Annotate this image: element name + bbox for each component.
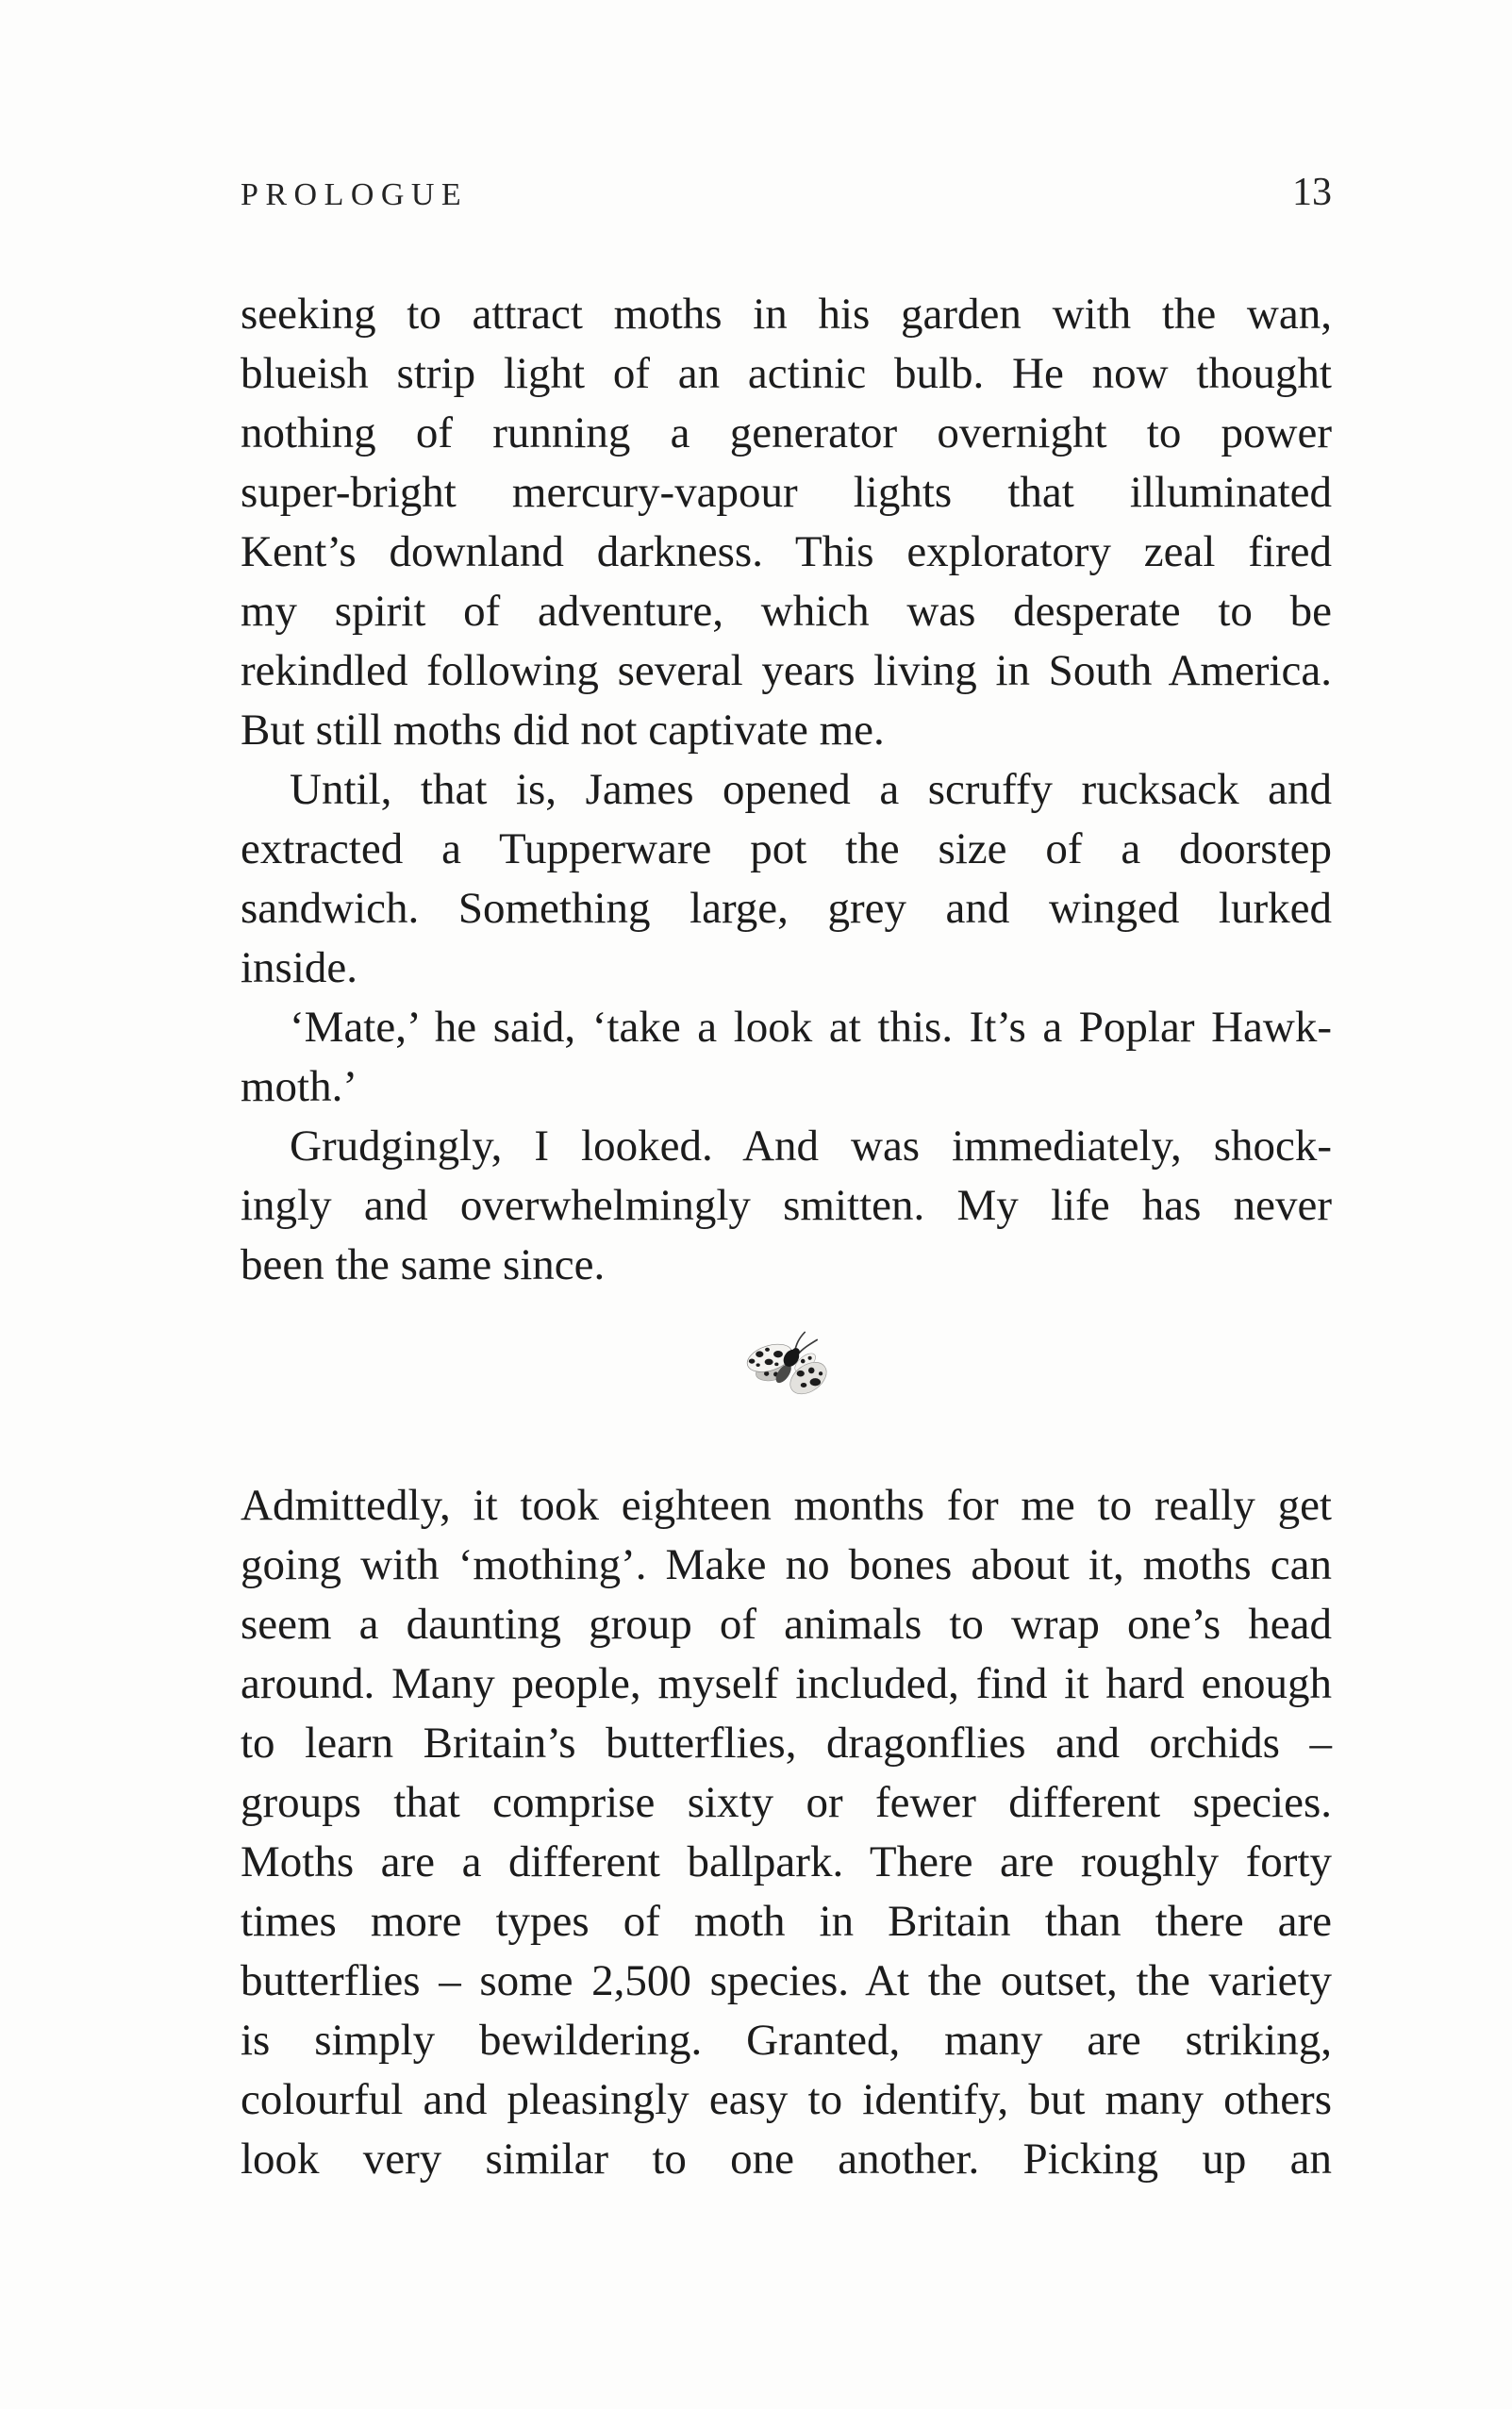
page-number: 13 — [1292, 171, 1332, 214]
text-line: But still moths did not captivate me. — [241, 706, 885, 755]
text-line: going with ‘mothing’. Make no bones about it, moths can — [241, 1540, 1332, 1589]
text-line: Kent’s downland darkness. This exploratory zeal fired — [241, 527, 1332, 576]
text-line: ingly and overwhelmingly smitten. My life has never — [241, 1181, 1332, 1230]
text-line: around. Many people, myself included, find it hard enough — [241, 1659, 1332, 1708]
running-head-title: PROLOGUE — [241, 177, 469, 212]
text-line: seem a daunting group of animals to wrap one’s head — [241, 1600, 1332, 1649]
text-line: look very similar to one another. Picking up an — [241, 2135, 1332, 2184]
text-line: Until, that is, James opened a scruffy rucksack and — [290, 765, 1332, 814]
running-header — [241, 170, 1332, 215]
text-line: Admittedly, it took eighteen months for me to really get — [241, 1481, 1332, 1530]
text-line: ‘Mate,’ he said, ‘take a look at this. It’s a Poplar Hawk- — [290, 1003, 1332, 1052]
text-line: inside. — [241, 943, 358, 992]
text-line: super-bright mercury-vapour lights that illuminated — [241, 468, 1332, 517]
text-line: seeking to attract moths in his garden with the wan, — [241, 290, 1332, 339]
text-section-2 — [241, 1476, 1332, 2189]
text-line: moth.’ — [241, 1062, 358, 1111]
text-line: Moths are a different ballpark. There are roughly forty — [241, 1837, 1332, 1886]
moth-ornament-icon — [739, 1327, 834, 1404]
text-line: groups that comprise sixty or fewer different species. — [241, 1778, 1332, 1827]
text-line: blueish strip light of an actinic bulb. He now thought — [241, 349, 1332, 398]
text-line: sandwich. Something large, grey and winged lurked — [241, 884, 1332, 933]
text-line: colourful and pleasingly easy to identify, but many others — [241, 2075, 1332, 2124]
text-line: my spirit of adventure, which was desperate to be — [241, 587, 1332, 636]
text-line: times more types of moth in Britain than there are — [241, 1897, 1332, 1946]
text-line: rekindled following several years living in South America. — [241, 646, 1332, 695]
text-line: butterflies – some 2,500 species. At the outset, the variety — [241, 1956, 1332, 2005]
text-line: nothing of running a generator overnight to power — [241, 408, 1332, 457]
text-line: Grudgingly, I looked. And was immediately, shock- — [290, 1121, 1332, 1171]
text-block — [241, 285, 1332, 2189]
text-line: to learn Britain’s butterflies, dragonflies and orchids – — [241, 1719, 1332, 1768]
text-line: been the same since. — [241, 1240, 606, 1289]
text-line: extracted a Tupperware pot the size of a doorstep — [241, 824, 1332, 873]
text-section-1 — [241, 285, 1332, 1295]
text-line: is simply bewildering. Granted, many are striking, — [241, 2016, 1332, 2065]
section-divider — [241, 1327, 1332, 1404]
